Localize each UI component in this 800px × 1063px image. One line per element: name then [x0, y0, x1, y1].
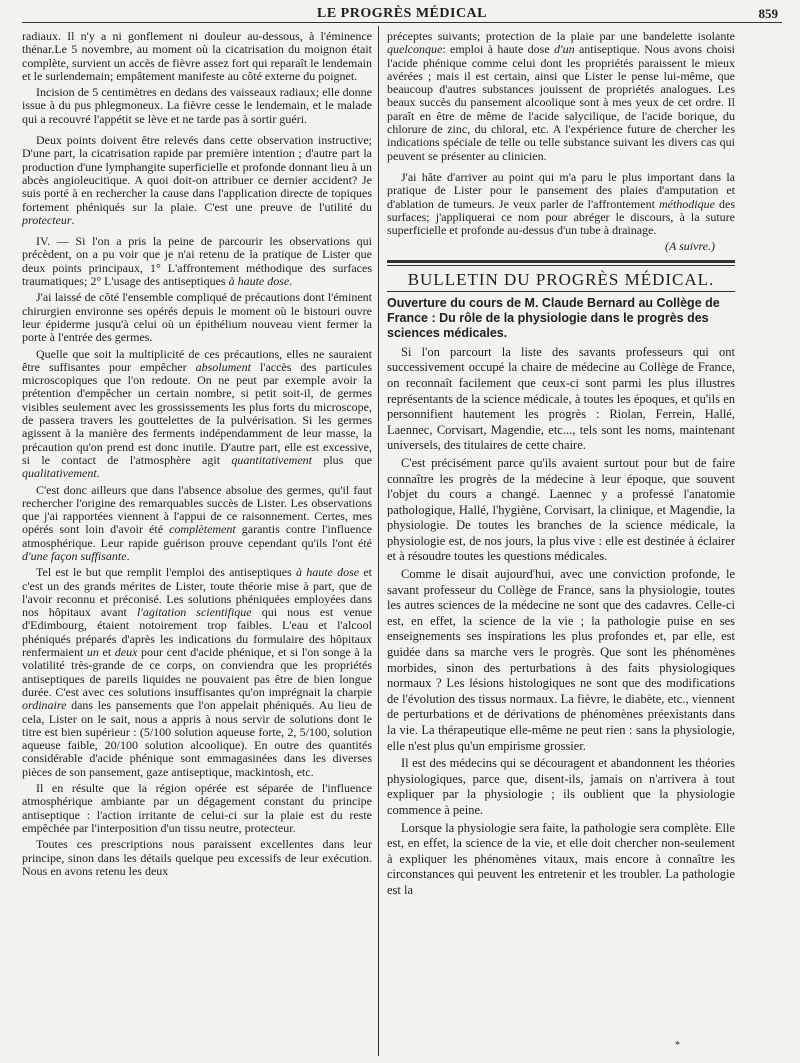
paragraph: Il est des médecins qui se découragent et abandonnent les théories physiologiques, parce que, disent-ils, jamais on n'arrivera à tout expliquer par la physiologie ; ils oublient que la physiologie commence à peine. — [387, 756, 735, 817]
paragraph: Quelle que soit la multiplicité de ces précautions, elles ne sauraient être suffisantes pour empêcher absolument l'accès des particules microscopiques que l'on redoute. On ne peut par exemple avoir la prétention d'empêcher un certain nombre, si petit soit-il, de germes visibles seulement avec les grossissements les plus forts du microscope, de passera travers les gouttelettes de la pulvérisation. Si les germes agissent à la manière des ferments indépendamment de leur masse, la précaution qu'on prend est donc inutile. D'autre part, elle est excessive, si le contact de l'atmosphère agit quantitativement plus que qualitativement. — [22, 346, 372, 481]
bulletin-title: BULLETIN DU PROGRÈS MÉDICAL. — [407, 269, 715, 289]
paragraph: J'ai laissé de côté l'ensemble compliqué de précautions dont l'éminent chirurgien environne ses opérés depuis le moment où le bistouri ouvre leur épiderme jusqu'à celui où un épithélium nouveau vient fermer la porte à l'entrée des germes. — [22, 290, 372, 345]
bulletin-heading: Ouverture du cours de M. Claude Bernard au Collège de France : Du rôle de la physiologie dans le progrès des sciences médicales. — [387, 295, 720, 340]
right-column — [387, 30, 735, 1060]
section-rule — [387, 260, 735, 266]
paragraph: radiaux. Il n'y a ni gonflement ni douleur au-dessous, à l'éminence thénar.Le 5 novembre, au moment où la cicatrisation du moignon était complète, survient un accès de fièvre assez fort qui reparaît le lendemain et le surlendemain; empâtement manifeste au côté externe du poignet. — [22, 30, 372, 83]
journal-title: LE PROGRÈS MÉDICAL — [316, 6, 488, 21]
paragraph: Toutes ces prescriptions nous paraissent excellentes dans leur principe, sinon dans les détails quelque peu excessifs de leur exécution. Nous en avons retenu les deux — [22, 837, 372, 878]
column-divider — [378, 26, 379, 1056]
paragraph: Deux points doivent être relevés dans cette observation instructive; D'une part, la cicatrisation rapide par première intention ; d'autre part la production d'une lymphangite superficielle et profonde donnant lieu à un abcès angioleucitique. A quoi doit-on attribuer ce dernier accident? Je suis porté à en rechercher la cause dans l'application directe de topiques fortement phéniqués sur la plaie. C'est une preuve de l'utilité du protecteur. — [22, 133, 372, 227]
to-be-continued: (A suivre.) — [665, 239, 715, 254]
paragraph: Si l'on parcourt la liste des savants professeurs qui ont successivement occupé la chaire de médecine au Collège de France, on reconnaît facilement que ceux-ci sont parmi les plus illustres représentants de la science médicale, à toutes les époques, et qu'ils en personnifient hautement les progrès : Riolan, Ferrein, Hallé, Laennec, Corvisart, Magendie, etc..., tels sont les noms, maintenant universels, des titulaires de cette chaire. — [387, 344, 735, 453]
paragraph: C'est précisément parce qu'ils avaient surtout pour but de faire connaître les progrès de la médecine à leur époque, que souvent l'objet du cours a changé. Laennec y a professé l'anatomie pathologique, Hallé, l'hygiène, Corvisart, la clinique, et Magendie, la physiologie. De toutes les branches de la science médicale, la physiologie est, de nos jours, la plus vive : elle est destinée à éclairer et à résoudre toutes les questions médicales. — [387, 455, 735, 564]
bulletin-body — [387, 345, 735, 899]
left-column — [22, 30, 372, 1060]
section-iv-paragraph: IV. — Si l'on a pris la peine de parcourir les observations qui précèdent, on a pu voir que je n'ai retenu de la pratique de Lister que deux points principaux, 1° L'affrontement méthodique des surfaces traumatiques; 2° L'usage des antiseptiques à haute dose. — [22, 234, 372, 289]
paragraph: Incision de 5 centimètres en dedans des vaisseaux radiaux; elle donne issue à du pus phlegmoneux. La fièvre cesse le lendemain, et le malade qui a recouvré l'appétit se lève et ne tarde pas à sortir guéri. — [22, 85, 372, 126]
paragraph: Lorsque la physiologie sera faite, la pathologie sera complète. Elle est, en effet, la science de la vie, et elle doit chercher non-seulement à expliquer les phénomènes vitaux, mais encore à connaître les circonstances qui peuvent les entretenir et les troubler. La pathologie est la — [387, 820, 735, 897]
paragraph: J'ai hâte d'arriver au point qui m'a paru le plus important dans la pratique de Lister pour le pansement des plaies d'amputation et d'ablation de tumeurs. Je veux parler de l'affrontement méthodique des surfaces; j'appliquerai ce nom pour abréger le discours, à la suture superficielle et profonde au-dessus d'un tube à drainage. — [387, 169, 735, 238]
paragraph: Comme le disait aujourd'hui, avec une conviction profonde, le savant professeur du Collège de France, sans la physiologie, toutes les autres sciences de la médecine ne sont que des cadavres. Celle-ci est, en effet, la science de la vie ; la pathologie puise en ses enseignements ses inspirations les plus profondes et, par elle, est guidée dans sa marche vers le progrès. Que sont les phénomènes morbides, sinon des perturbations à des faits physiologiques normaux ? Les lésions histologiques ne sont que des modifications de l'évolution des tissus normaux. La fièvre, le diabète, etc., viennent de perturbations et de dérivations de phénomènes préexistants dans la vie. La thérapeutique elle-même ne peut rien : sans la physiologie, elle n'est plus qu'un empirisme grossier. — [387, 567, 735, 753]
page-number: 859 — [758, 6, 778, 21]
paragraph: Il en résulte que la région opérée est séparée de l'influence atmosphérique ambiante par un dégagement constant du principe antiseptique : l'action irritante de celui-ci sur la plaie est du reste empêchée par l'interposition d'un tissu neutre, protecteur. — [22, 781, 372, 835]
page-header — [22, 6, 782, 23]
paragraph: C'est donc ailleurs que dans l'absence absolue des germes, qu'il faut rechercher l'origine des remarquables succès de Lister. Les observations que j'ai rapportées viennent à l'appui de ce raisonnement. Certes, mes opérés sont loin d'avoir été complètement garantis contre l'influence atmosphérique. Leur rapide guérison prouve cependant qu'ils l'ont été d'une façon suffisante. — [22, 482, 372, 563]
paragraph: Tel est le but que remplit l'emploi des antiseptiques à haute dose et c'est un des grands mérites de Lister, toute théorie mise à part, que de l'avoir reconnu et préconisé. Les solutions phéniquées employées dans nos hôpitaux avant l'agitation scientifique qui nous est venue d'Edimbourg, étaient notoirement trop faibles. L'eau et l'alcool phéniqués préparés d'après les indications du formulaire des hôpitaux renfermaient un et deux pour cent d'acide phénique, et si l'on songe à la volatilité très-grande de ce corps, on conviendra que les propriétés antiseptiques de pareils liquides ne pouvaient pas être de bien longue durée. C'est avec ces solutions insuffisantes qu'on imprégnait la charpie ordinaire dans les pansements que l'on appelait phéniqués. Au lieu de cela, Lister on le sait, nous a appris à nous servir de solutions dont le titre est bien supérieur : (5/100 solution aqueuse forte, 2, 5/100, solution aqueuse faible, 20/100 solution alcoolique). En outre des quantités considérable d'acide phénique sont emmagasinées dans les diverses pièces de son pansement, gaze antiseptique, mackintosh, etc. — [22, 565, 372, 779]
footer-mark: * — [675, 1040, 680, 1051]
bulletin-rule — [387, 291, 735, 292]
paragraph: préceptes suivants; protection de la plaie par une bandelette isolante quelconque: emploi à haute dose d'un antiseptique. Nous avons choisi l'acide phénique comme celui dont les propriétés paraissent le mieux avérées ; mais il est certain, ainsi que Lister le pense lui-même, que beaucoup d'autres substances jouissent de propriétés analogues. Les beaux succès du pansement alcoolique sont à mes yeux de cet ordre. Il paraît en être de même de l'acide salycilique, de l'acide borique, du chlorure de zinc, du chloral, etc. A l'expérience future de chercher les indications spéciale de telle ou telle substance suivant les divers cas qui peuvent se présenter au clinicien. — [387, 30, 735, 163]
